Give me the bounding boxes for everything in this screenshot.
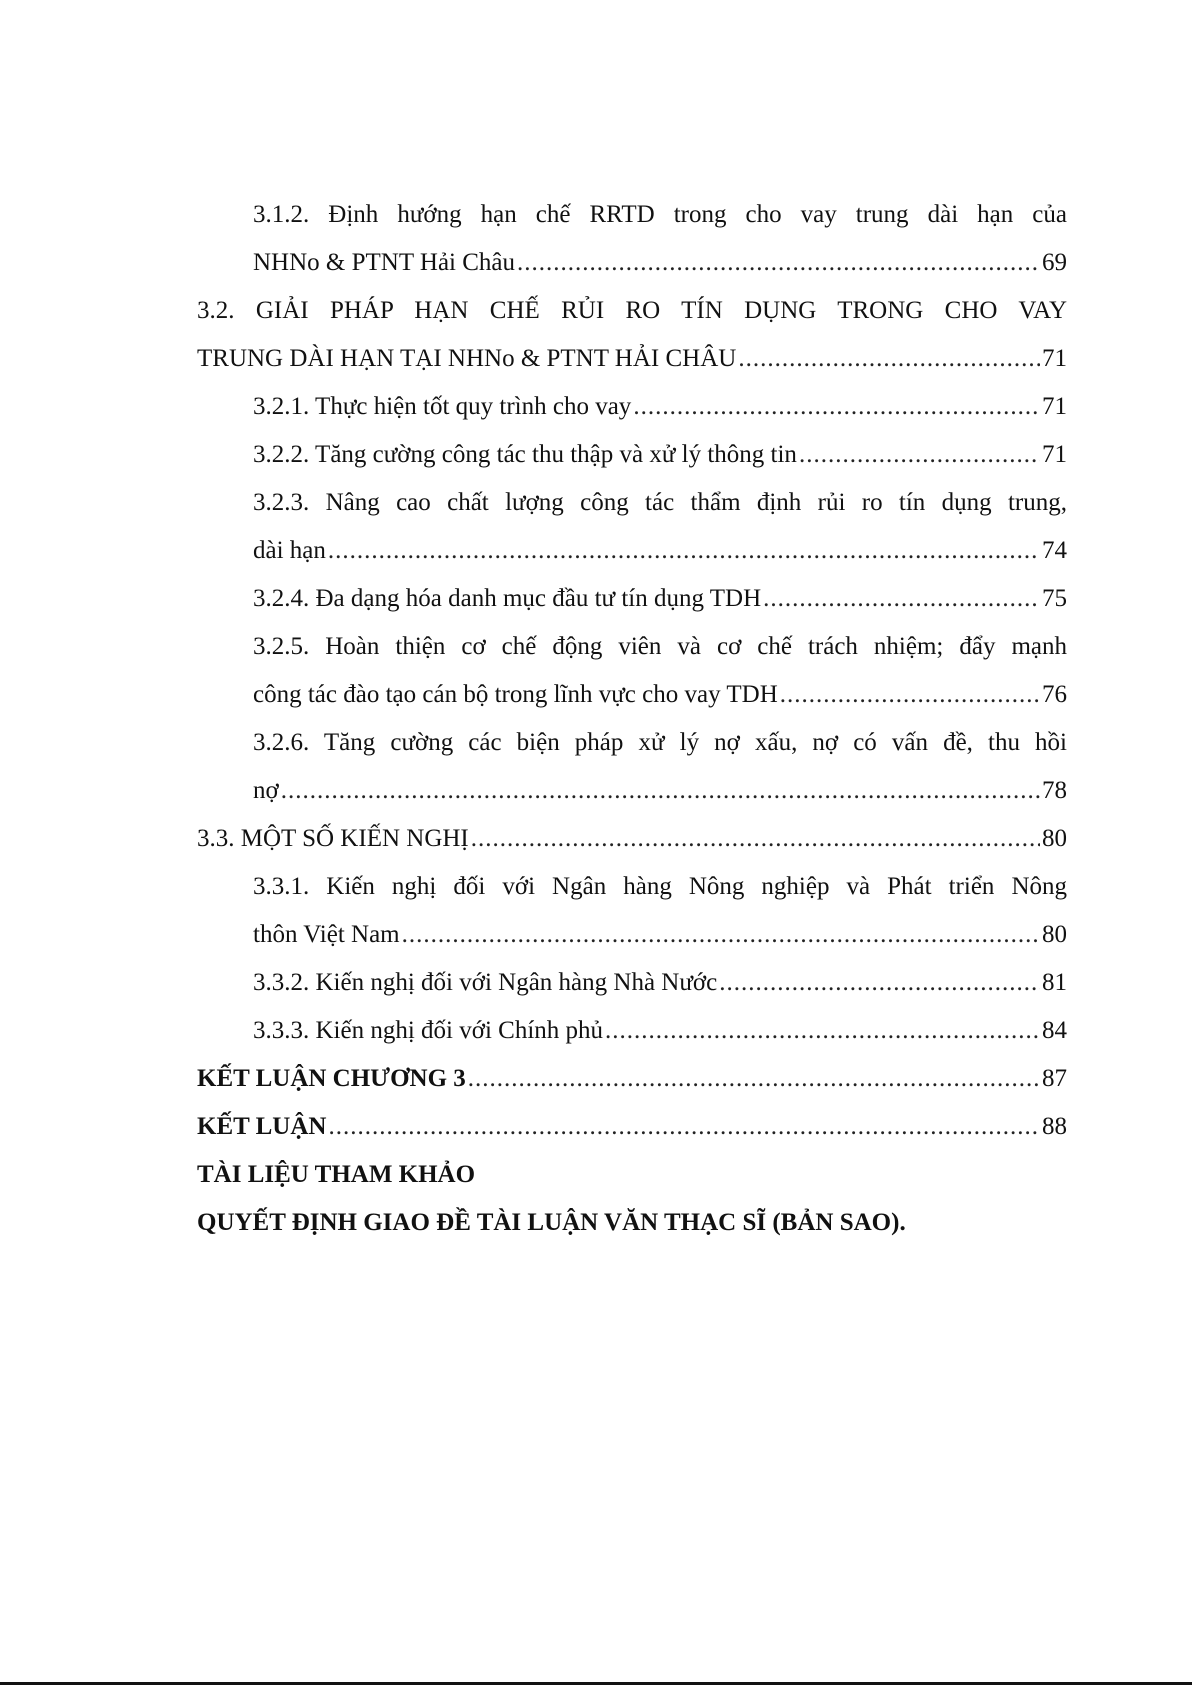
toc-entry-text: 3.3. MỘT SỐ KIẾN NGHỊ: [197, 825, 469, 852]
toc-entry-3-2-cont[interactable]: [197, 335, 1067, 383]
toc-page-number: 81: [1042, 969, 1067, 996]
dot-leader: [468, 1055, 1040, 1103]
toc-page-number: 80: [1042, 825, 1067, 852]
toc-entry-3-2-1[interactable]: [197, 383, 1067, 431]
toc-entry-text: NHNo & PTNT Hải Châu: [253, 249, 516, 276]
dot-leader: [402, 911, 1040, 959]
toc-entry-text: 3.3.1. Kiến nghị đối với Ngân hàng Nông nghiệp và Phát triển Nông: [253, 873, 1067, 900]
toc-entry-text: 3.3.2. Kiến nghị đối với Ngân hàng Nhà Nước: [253, 969, 718, 996]
dot-leader: [738, 335, 1040, 383]
toc-page-number: 71: [1042, 345, 1067, 372]
toc-entry-text: KẾT LUẬN: [197, 1113, 327, 1140]
toc-entry-3-3-1-cont[interactable]: [197, 911, 1067, 959]
toc-entry-3-3[interactable]: [197, 815, 1067, 863]
dot-leader: [328, 527, 1040, 575]
dot-leader: [719, 959, 1040, 1007]
toc-entry-text: 3.1.2. Định hướng hạn chế RRTD trong cho vay trung dài hạn của: [253, 201, 1067, 228]
toc-entry-3-2[interactable]: [197, 287, 1067, 335]
dot-leader: [281, 767, 1040, 815]
toc-entry-3-2-3-cont[interactable]: [197, 527, 1067, 575]
dot-leader: [799, 431, 1040, 479]
toc-entry-text: 3.3.3. Kiến nghị đối với Chính phủ: [253, 1017, 604, 1044]
toc-entry-text: 3.2.2. Tăng cường công tác thu thập và xử lý thông tin: [253, 441, 797, 468]
dot-leader: [328, 1103, 1040, 1151]
toc-page-number: 78: [1042, 777, 1067, 804]
dot-leader: [633, 383, 1040, 431]
toc-page-number: 84: [1042, 1017, 1067, 1044]
toc-entry-text: nợ: [253, 777, 279, 804]
toc-entry-text: thôn Việt Nam: [253, 921, 400, 948]
toc-entry-text: KẾT LUẬN CHƯƠNG 3: [197, 1065, 466, 1092]
toc-entry-3-2-2[interactable]: [197, 431, 1067, 479]
toc-entry-3-2-3[interactable]: [197, 479, 1067, 527]
dot-leader: [780, 671, 1040, 719]
toc-entry-text: dài hạn: [253, 537, 326, 564]
toc-entry-text: TRUNG DÀI HẠN TẠI NHNo & PTNT HẢI CHÂU: [197, 345, 737, 372]
toc-entry-thesis-decision[interactable]: [197, 1199, 1067, 1247]
toc-entry-3-1-2[interactable]: [197, 191, 1067, 239]
toc-entry-text: 3.2.5. Hoàn thiện cơ chế động viên và cơ chế trách nhiệm; đẩy mạnh: [253, 633, 1067, 660]
toc-entry-3-2-5[interactable]: [197, 623, 1067, 671]
toc-page-number: 69: [1042, 249, 1067, 276]
toc-entry-references[interactable]: [197, 1151, 1067, 1199]
toc-entry-chapter-3-conclusion[interactable]: [197, 1055, 1067, 1103]
toc-entry-text: 3.2.6. Tăng cường các biện pháp xử lý nợ xấu, nợ có vấn đề, thu hồi: [253, 729, 1067, 756]
toc-page-number: 71: [1042, 393, 1067, 420]
toc-entry-text: 3.2. GIẢI PHÁP HẠN CHẾ RỦI RO TÍN DỤNG TRONG CHO VAY: [197, 297, 1067, 324]
dot-leader: [605, 1007, 1040, 1055]
toc-entry-text: 3.2.4. Đa dạng hóa danh mục đầu tư tín dụng TDH: [253, 585, 762, 612]
dot-leader: [517, 239, 1040, 287]
dot-leader: [763, 575, 1040, 623]
toc-entry-text: 3.2.3. Nâng cao chất lượng công tác thẩm định rủi ro tín dụng trung,: [253, 489, 1067, 516]
toc-entry-3-3-1[interactable]: [197, 863, 1067, 911]
toc-entry-3-2-6-cont[interactable]: [197, 767, 1067, 815]
toc-entry-text: công tác đào tạo cán bộ trong lĩnh vực cho vay TDH: [253, 681, 778, 708]
toc-page-number: 88: [1042, 1113, 1067, 1140]
toc-page-number: 76: [1042, 681, 1067, 708]
toc-entry-text: QUYẾT ĐỊNH GIAO ĐỀ TÀI LUẬN VĂN THẠC SĨ (BẢN SAO).: [197, 1209, 906, 1236]
dot-leader: [471, 815, 1040, 863]
toc-page-number: 80: [1042, 921, 1067, 948]
toc-entry-3-1-2-cont[interactable]: [197, 239, 1067, 287]
toc-entry-text: TÀI LIỆU THAM KHẢO: [197, 1161, 476, 1188]
toc-entry-conclusion[interactable]: [197, 1103, 1067, 1151]
toc-page-number: 74: [1042, 537, 1067, 564]
toc-page-number: 75: [1042, 585, 1067, 612]
toc-entry-3-3-3[interactable]: [197, 1007, 1067, 1055]
toc-entry-3-3-2[interactable]: [197, 959, 1067, 1007]
toc-entry-3-2-4[interactable]: [197, 575, 1067, 623]
toc-entry-text: 3.2.1. Thực hiện tốt quy trình cho vay: [253, 393, 632, 420]
toc-page-number: 71: [1042, 441, 1067, 468]
table-of-contents: [197, 191, 1067, 1247]
toc-page-number: 87: [1042, 1065, 1067, 1092]
toc-entry-3-2-6[interactable]: [197, 719, 1067, 767]
toc-entry-3-2-5-cont[interactable]: [197, 671, 1067, 719]
